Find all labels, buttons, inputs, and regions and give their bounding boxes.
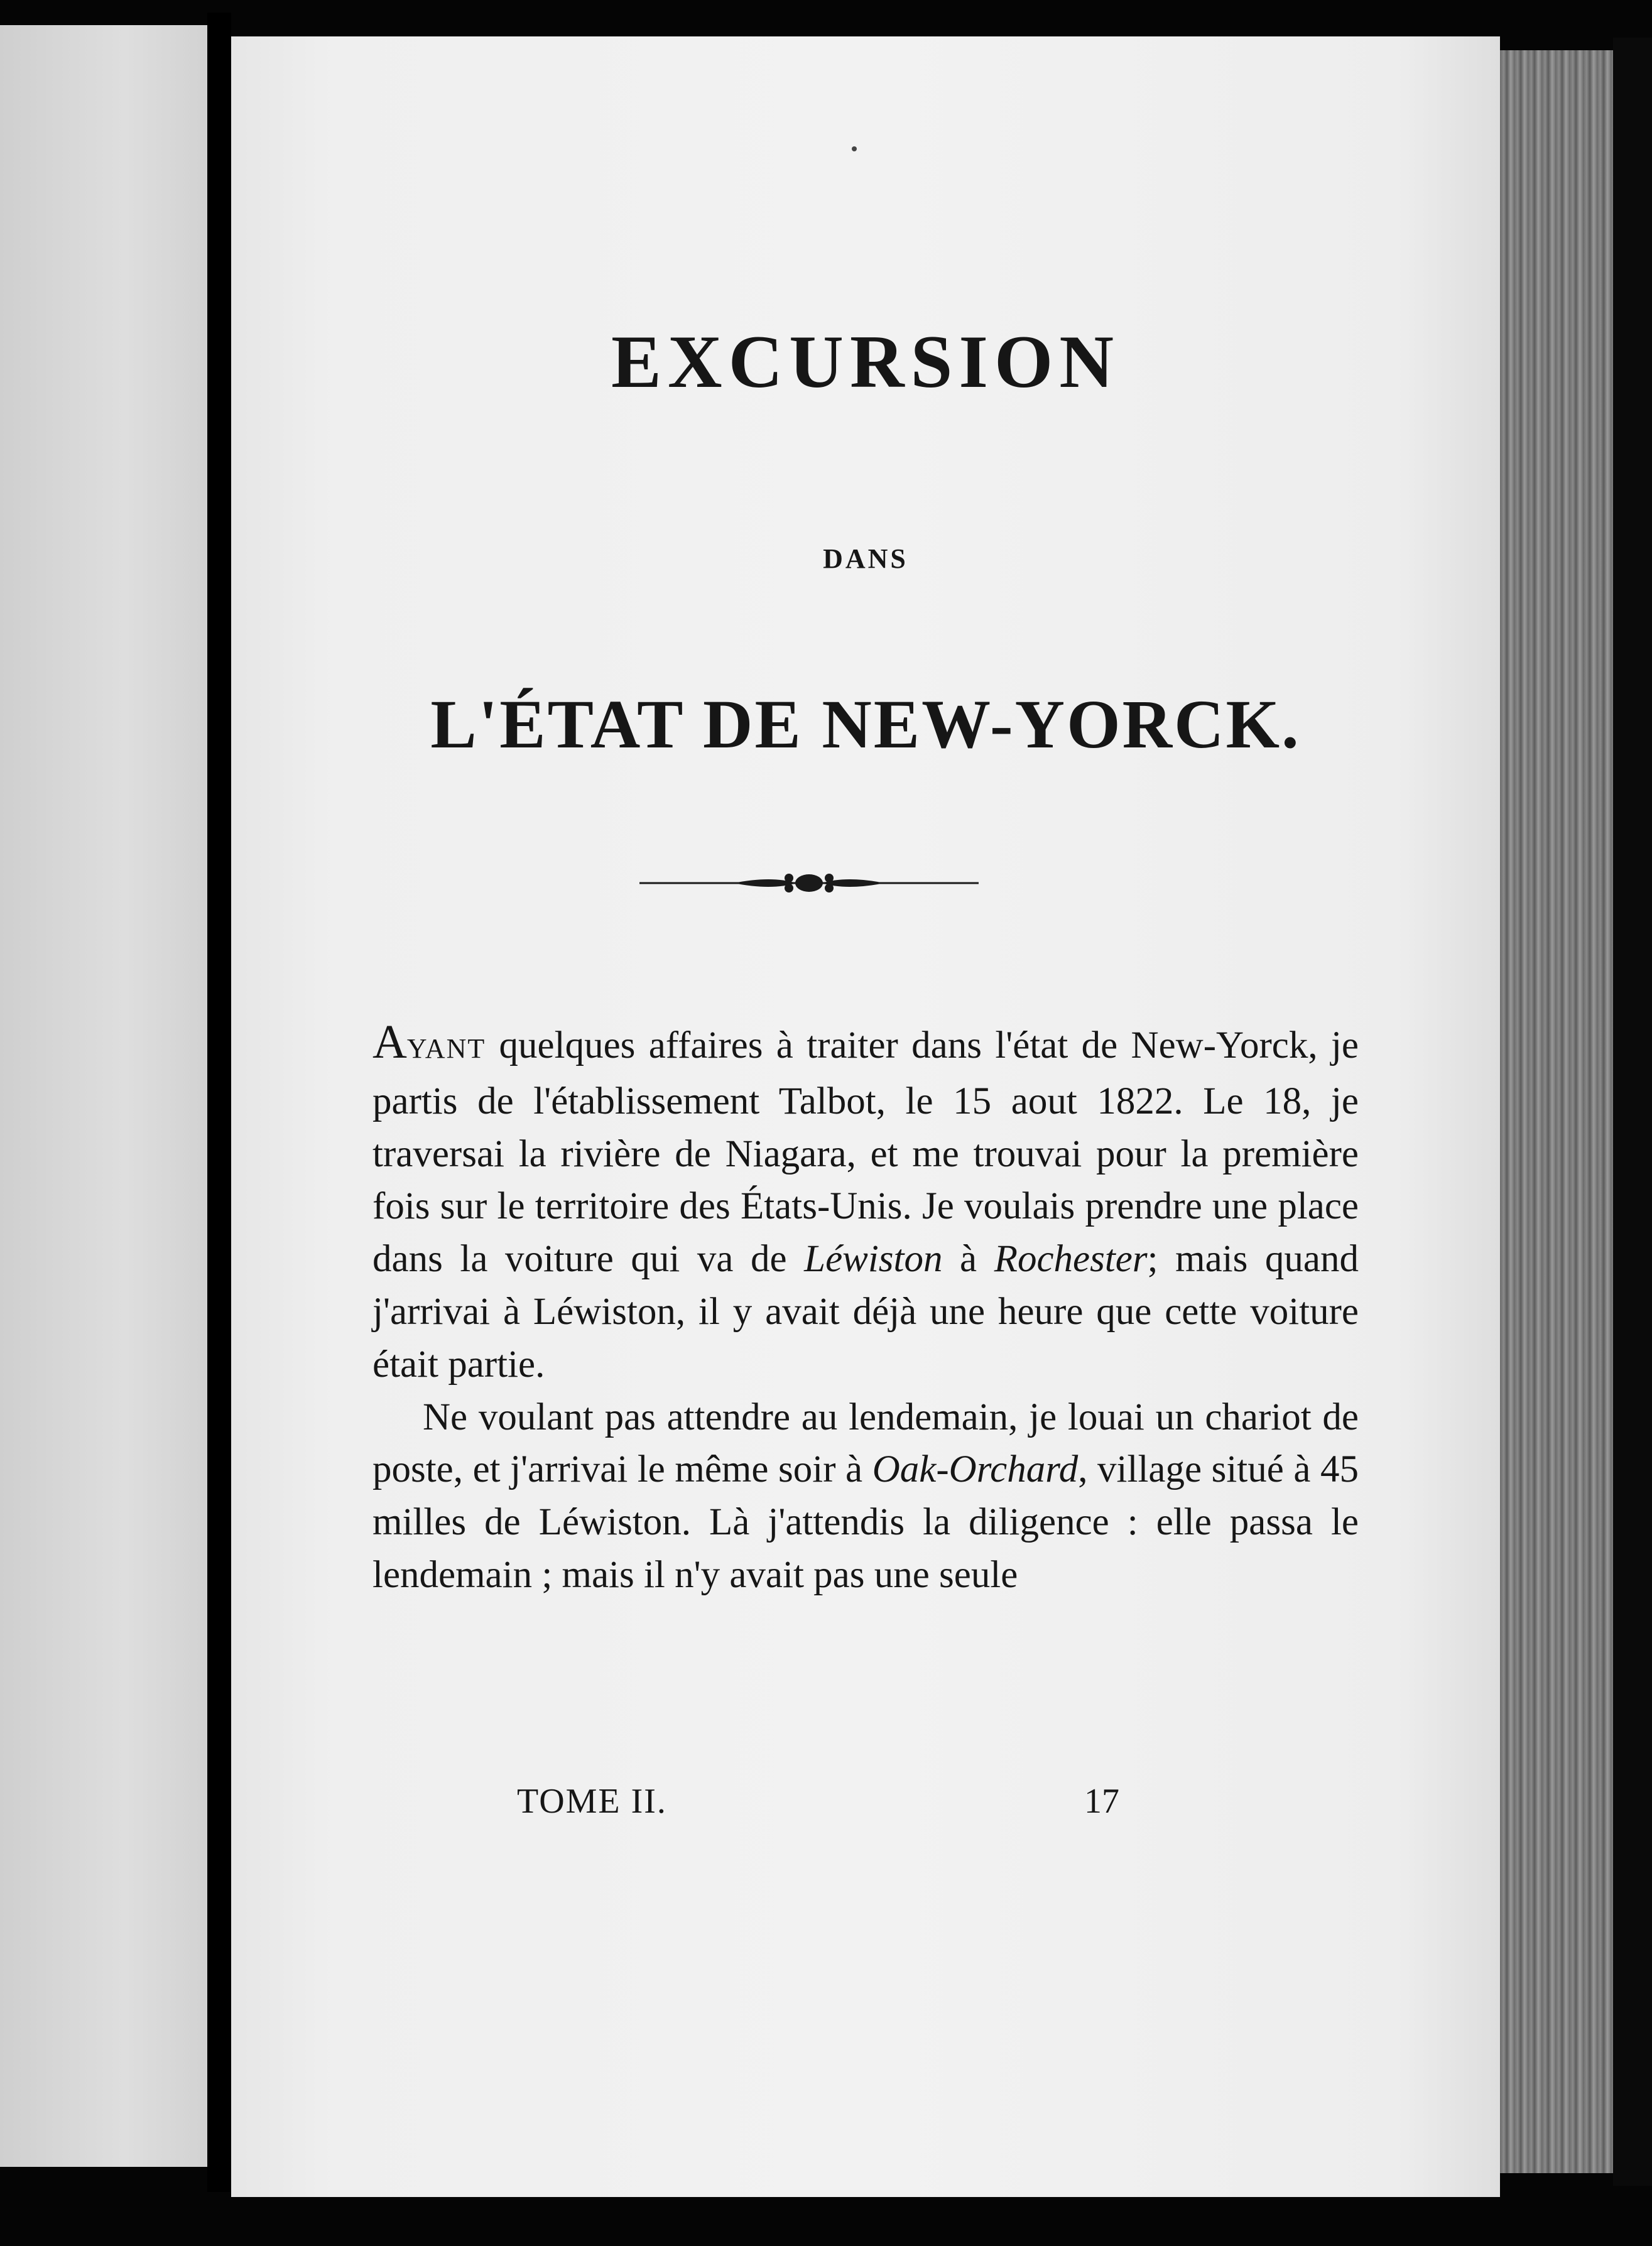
volume-signature: TOME II. — [517, 1782, 667, 1821]
page-gutter — [207, 13, 231, 2192]
book-edge-shadow — [1613, 38, 1652, 2186]
place-name-oak-orchard: Oak-Orchard — [872, 1448, 1079, 1491]
book-page — [231, 36, 1500, 2197]
ornamental-rule-icon — [639, 864, 979, 902]
previous-page-edge — [0, 25, 207, 2167]
page-number: 17 — [1084, 1782, 1119, 1821]
chapter-title: EXCURSION — [611, 320, 1121, 403]
paragraph-1 — [372, 1016, 1359, 1391]
paragraph-1-ending: ; mais quand j'arrivai à Léwiston, il y avait déjà une heure que cette voiture était partie. — [372, 1238, 1359, 1386]
book-edge — [1500, 50, 1613, 2173]
small-caps-word: YANT — [406, 1033, 486, 1064]
paper-speck — [852, 146, 857, 151]
title-connector: DANS — [823, 543, 908, 574]
place-name-lewiston: Léwiston — [804, 1238, 943, 1281]
body-text — [372, 1016, 1359, 1602]
place-name-rochester: Rochester — [994, 1238, 1148, 1281]
paragraph-2 — [372, 1391, 1359, 1602]
paragraph-1-connector: à — [942, 1238, 994, 1281]
paragraph-2-text: Ne voulant pas attendre au lendemain, je louai un chariot de poste, et j'arrivai le même soir à — [372, 1396, 1359, 1491]
chapter-subtitle: L'ÉTAT DE NEW-YORCK. — [430, 686, 1301, 762]
drop-cap: A — [372, 1016, 407, 1068]
paragraph-1-text: quelques affaires à traiter dans l'état de New-Yorck, je partis de l'établissement Talbot, le 15 aout 1822. Le 18, je traversai la rivière de Niagara, et me trouvai pour la première fois sur le territoire des États-Unis. Je voulais prendre une place dans la voiture qui va de — [372, 1024, 1359, 1281]
paragraph-2-ending: , village situé à 45 milles de Léwiston. Là j'attendis la diligence : elle passa le lendemain ; mais il n'y avait pas une seule — [372, 1448, 1359, 1596]
page-footer — [231, 1781, 1500, 1831]
